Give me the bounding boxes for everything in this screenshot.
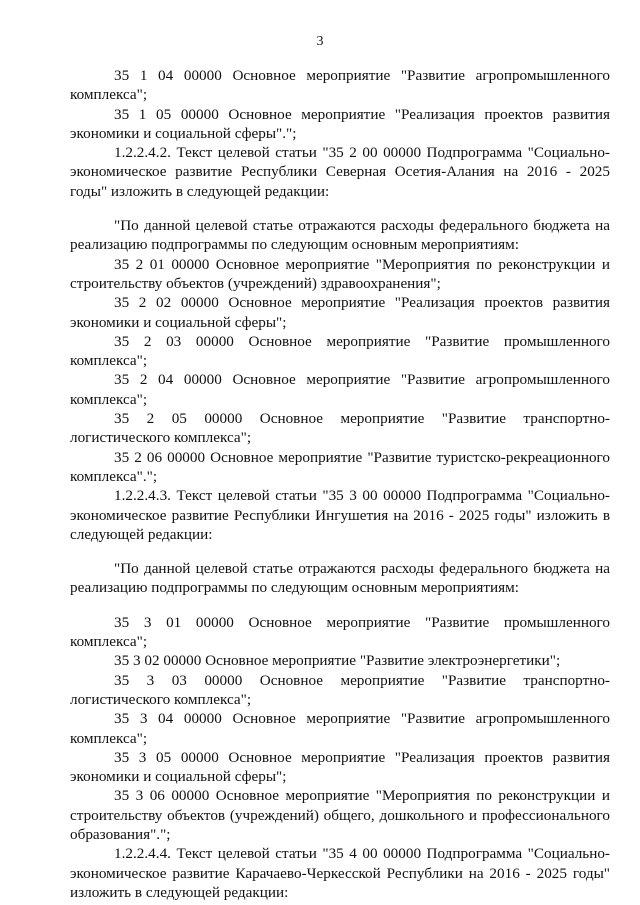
paragraph: 35 2 05 00000 Основное мероприятие "Развитие транспортно-логистического комплекса"; — [70, 410, 610, 447]
paragraph: 35 1 05 00000 Основное мероприятие "Реализация проектов развития экономики и социальной сферы"."; — [70, 105, 610, 142]
paragraph: 35 2 03 00000 Основное мероприятие "Развитие промышленного комплекса"; — [70, 332, 610, 370]
paragraph: 35 3 02 00000 Основное мероприятие "Развитие электроэнергетики"; — [114, 652, 561, 670]
paragraph: 35 3 04 00000 Основное мероприятие "Развитие агропромышленного комплекса"; — [70, 710, 610, 747]
paragraph: 1.2.2.4.3. Текст целевой статьи "35 3 00 00000 Подпрограмма "Социально-экономическое развитие Республики Ингушетия на 2016 - 2025 годы" изложить в следующей редакции: — [70, 487, 610, 543]
paragraph: "По данной целевой статье отражаются расходы федерального бюджета на реализацию подпрограммы по следующим основным мероприятиям: — [70, 217, 610, 254]
paragraph: 35 3 03 00000 Основное мероприятие "Развитие транспортно-логистического комплекса"; — [70, 671, 610, 708]
paragraph: "По данной целевой статье отражаются расходы федерального бюджета на реализацию подпрограммы по следующим основным мероприятиям: — [70, 560, 610, 597]
paragraph: 35 2 01 00000 Основное мероприятие "Мероприятия по реконструкции и строительству объектов (учреждений) здравоохранения"; — [70, 255, 610, 292]
page-number: 3 — [316, 34, 324, 49]
paragraph: 35 2 04 00000 Основное мероприятие "Развитие агропромышленного комплекса"; — [70, 371, 610, 408]
paragraph: 35 2 02 00000 Основное мероприятие "Реализация проектов развития экономики и социальной сферы"; — [70, 294, 610, 331]
paragraph: 1.2.2.4.4. Текст целевой статьи "35 4 00 00000 Подпрограмма "Социально-экономическое развитие Карачаево-Черкесской Республики на 2016 - 2025 годы" изложить в следующей редакции: — [70, 845, 610, 901]
document-body — [70, 66, 610, 902]
paragraph: 35 3 01 00000 Основное мероприятие "Развитие промышленного комплекса"; — [70, 613, 610, 651]
paragraph: 1.2.2.4.2. Текст целевой статьи "35 2 00 00000 Подпрограмма "Социально-экономическое развитие Республики Северная Осетия-Алания на 2016 - 2025 годы" изложить в следующей редакции: — [70, 144, 610, 200]
paragraph: 35 1 04 00000 Основное мероприятие "Развитие агропромышленного комплекса"; — [70, 67, 610, 104]
paragraph: 35 2 06 00000 Основное мероприятие "Развитие туристско-рекреационного комплекса"."; — [70, 448, 610, 485]
paragraph: 35 3 05 00000 Основное мероприятие "Реализация проектов развития экономики и социальной сферы"; — [70, 748, 610, 786]
paragraph: 35 3 06 00000 Основное мероприятие "Мероприятия по реконструкции и строительству объектов (учреждений) общего, дошкольного и профессионального образования"."; — [70, 787, 610, 843]
